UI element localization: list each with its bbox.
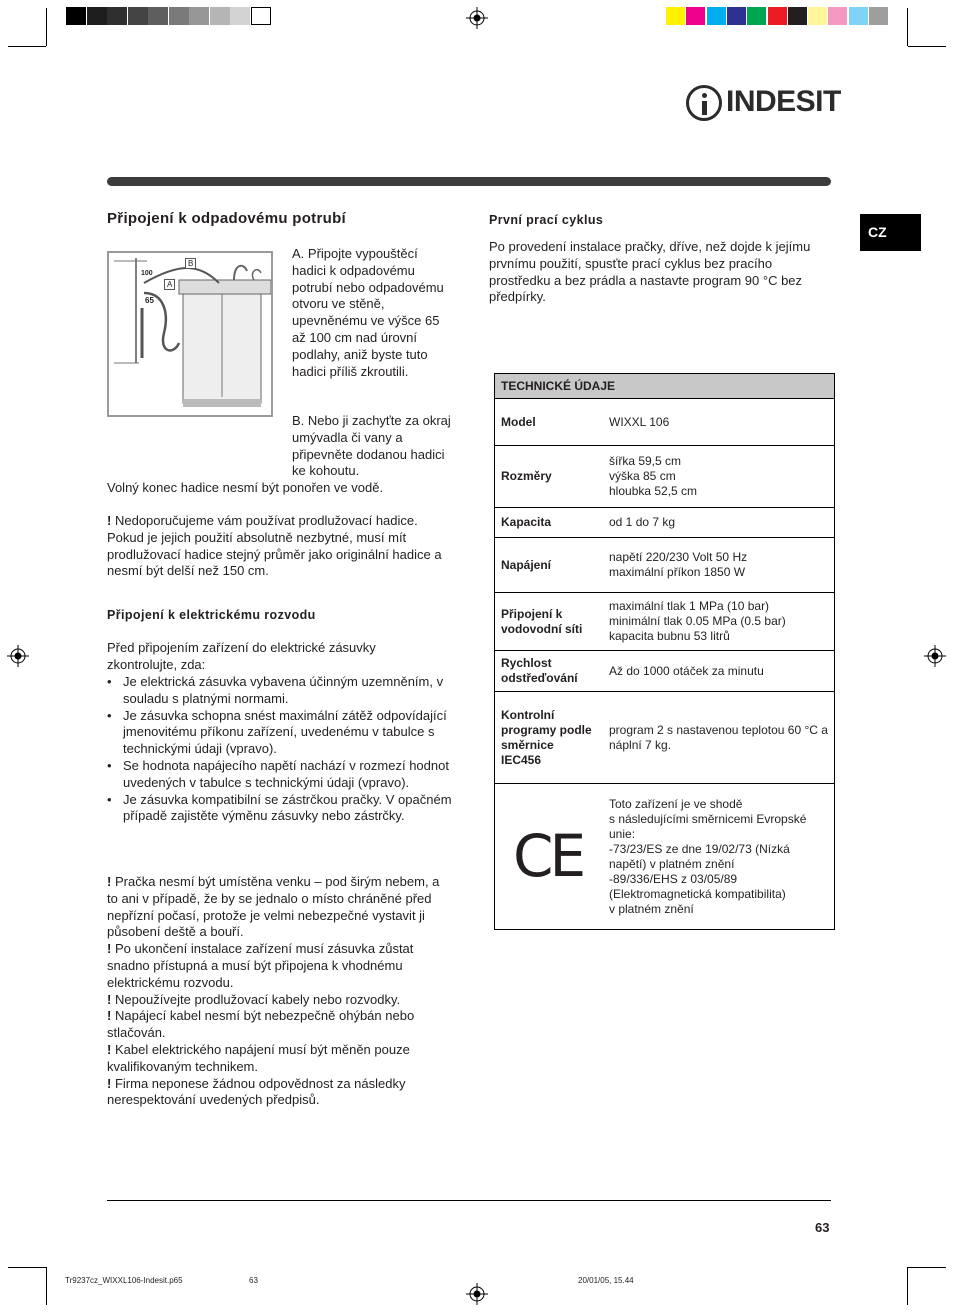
warning-text: Kabel elektrického napájení musí být měněn pouze kvalifikovaným technikem. (107, 1041, 410, 1074)
section-title-electrical: Připojení k elektrickému rozvodu (107, 608, 316, 622)
crop-mark (8, 1267, 46, 1268)
brand-logo (686, 85, 841, 121)
spec-value-line: minimální tlak 0.05 MPa (0.5 bar) (609, 614, 786, 628)
header-rule (107, 177, 831, 186)
paragraph-elec-intro: Před připojením zařízení do elektrické zásuvky zkontrolujte, zda: (107, 640, 376, 672)
ce-mark-cell (495, 784, 604, 930)
slug-file: Tr9237cz_WIXXL106-Indesit.p65 (65, 1276, 183, 1285)
spec-value-line: maximální tlak 1 MPa (10 bar) (609, 599, 770, 613)
checklist-item: • Je elektrická zásuvka vybavena účinným uzemněním, v souladu s platnými normami. (107, 674, 452, 708)
ce-text-line: -89/336/EHS z 03/05/89 (Elektromagnetická kompatibilita) (609, 871, 786, 901)
table-row (495, 446, 835, 508)
checklist-item: • Je zásuvka kompatibilní se zástrčkou pračky. V opačném případě zajistěte výměnu zásuvky nebo zástrčky. (107, 792, 452, 826)
spec-value (603, 399, 835, 446)
gray-swatch (87, 7, 107, 25)
warning-icon: ! (107, 874, 112, 889)
spec-label: Kapacita (495, 508, 604, 538)
warning-icon: ! (107, 1041, 112, 1057)
warning-item (107, 941, 452, 991)
spec-value-line: hloubka 52,5 cm (609, 484, 698, 498)
warning-text: Nedoporučujeme vám používat prodlužovací hadice. Pokud je jejich použití absolutně nezbytné, musí mít prodlužovací hadice stejný průměr jako originální hadice a nesmí být delší než 150 cm. (107, 513, 442, 579)
color-swatch (788, 7, 807, 25)
drain-hose-illustration (107, 251, 273, 417)
spec-value-line: šířka 59,5 cm (609, 454, 682, 468)
spec-label: Rychlost odstřeďování (495, 651, 604, 692)
color-swatch (768, 7, 787, 25)
indesit-logo-icon (686, 85, 722, 121)
spec-value (603, 651, 835, 692)
color-swatch (747, 7, 766, 25)
warning-item (107, 1076, 452, 1110)
paragraph-option-b: B. Nebo ji zachyťte za okraj umývadla či vany a připevněte dodanou hadici ke kohoutu. (292, 413, 451, 479)
gray-swatch (107, 7, 127, 25)
slug-page: 63 (249, 1276, 258, 1285)
color-swatch (869, 7, 888, 25)
registration-mark-icon (7, 645, 29, 667)
paragraph-option-a: A. Připojte vypouštěcí hadici k odpadovému potrubí nebo odpadovému otvoru ve stěně, upevněnému ve výšce 65 až 100 cm nad úrovní podlahy, aniž byste tuto hadici příliš zkroutili. (292, 246, 444, 379)
table-row (495, 651, 835, 692)
warning-item (107, 1008, 452, 1042)
paragraph-free-end: Volný konec hadice nesmí být ponořen ve vodě. (107, 480, 384, 495)
registration-mark-icon (466, 7, 488, 29)
section-title-first-cycle: První prací cyklus (489, 213, 604, 227)
warning-icon: ! (107, 1008, 112, 1024)
ce-text-line: v platném znění (609, 901, 694, 916)
gray-swatch (148, 7, 168, 25)
table-header: TECHNICKÉ ÚDAJE (495, 374, 835, 399)
ce-declaration (603, 784, 835, 930)
footer-rule (107, 1200, 831, 1201)
crop-mark (908, 46, 946, 47)
warning-icon: ! (107, 1075, 112, 1091)
ce-row (495, 784, 835, 930)
spec-value-line: Až do 1000 otáček za minutu (609, 663, 764, 678)
ce-mark-icon: CE (513, 822, 583, 890)
brand-name: INDESIT (726, 85, 841, 118)
crop-mark (46, 8, 47, 46)
spec-value (603, 593, 835, 651)
registration-mark-icon (924, 645, 946, 667)
crop-mark (908, 1267, 946, 1268)
spec-value (603, 692, 835, 784)
table-row (495, 692, 835, 784)
spec-label: Napájení (495, 538, 604, 593)
ce-text-line: s následujícími směrnicemi Evropské unie: (609, 811, 807, 841)
warning-icon: ! (107, 513, 112, 528)
spec-value (603, 446, 835, 508)
spec-label: Rozměry (495, 446, 604, 508)
page-number: 63 (815, 1220, 830, 1235)
warning-icon: ! (107, 941, 112, 957)
gray-swatch (128, 7, 148, 25)
drain-diagram-icon (109, 253, 271, 415)
color-swatch (686, 7, 705, 25)
warning-text: Nepoužívejte prodlužovací kabely nebo rozvodky. (114, 991, 401, 1007)
slug-date: 20/01/05, 15.44 (578, 1276, 634, 1285)
spec-value-line: od 1 do 7 kg (609, 515, 676, 529)
gray-swatch (210, 7, 230, 25)
electrical-warnings (107, 874, 452, 1109)
height-mark-100: 100 (141, 270, 153, 277)
spec-value (603, 508, 835, 538)
color-swatch (808, 7, 827, 25)
crop-mark (907, 8, 908, 46)
spec-label: Kontrolní programy podle směrnice IEC456 (495, 692, 604, 784)
color-swatch (828, 7, 847, 25)
electrical-checklist (107, 674, 452, 825)
language-tab: CZ (860, 214, 921, 251)
spec-value-line: maximální příkon 1850 W (609, 565, 746, 579)
spec-value-line: napětí 220/230 Volt 50 Hz (609, 550, 748, 564)
figure-label-a: A (164, 279, 175, 290)
ce-text-line: -73/23/ES ze dne 19/02/73 (Nízká napětí) v platném znění (609, 841, 790, 871)
figure-label-b: B (185, 258, 196, 269)
spec-value (603, 538, 835, 593)
table-row (495, 593, 835, 651)
gray-swatch (66, 7, 86, 25)
warning-extension-hose (107, 513, 452, 580)
registration-mark-icon (466, 1283, 488, 1305)
spec-label: Model (495, 399, 604, 446)
table-row (495, 508, 835, 538)
spec-label: Připojení k vodovodní síti (495, 593, 604, 651)
section-title-drain: Připojení k odpadovému potrubí (107, 210, 347, 227)
height-mark-65: 65 (145, 296, 154, 305)
checklist-item: • Je zásuvka schopna snést maximální zátěž odpovídající jmenovitému příkonu zařízení, uvedenému v tabulce s technickými údaji (vpravo). (107, 708, 452, 758)
warning-text: Po ukončení instalace zařízení musí zásuvka zůstat snadno přístupná a musí být připojena k vhodnému elektrickému rozvodu. (107, 941, 414, 990)
color-swatch (707, 7, 726, 25)
color-swatch (666, 7, 685, 25)
technical-data-table (494, 373, 835, 930)
warning-item (107, 1042, 452, 1076)
spec-value-line: kapacita bubnu 53 litrů (609, 629, 730, 643)
crop-mark (8, 46, 46, 47)
crop-mark (46, 1267, 47, 1305)
table-row (495, 538, 835, 593)
color-swatch (727, 7, 746, 25)
spec-value-line: WIXXL 106 (609, 414, 670, 429)
warning-text: Pračka nesmí být umístěna venku – pod širým nebem, a to ani v případě, že by se jednalo o místo chráněné před nepřízní počasí, protože je velmi nebezpečné vystavit ji působení deště a bouří. (107, 874, 440, 940)
spec-value-line: výška 85 cm (609, 469, 676, 483)
gray-swatch (169, 7, 189, 25)
warning-text: Napájecí kabel nesmí být nebezpečně ohýbán nebo stlačován. (107, 1008, 415, 1041)
warning-text: Firma neponese žádnou odpovědnost za následky nerespektování uvedených předpisů. (107, 1075, 406, 1108)
spec-value-line: program 2 s nastavenou teplotou 60 °C a náplní 7 kg. (609, 722, 828, 752)
ce-text-line: Toto zařízení je ve shodě (609, 796, 743, 811)
gray-swatch (251, 7, 271, 25)
paragraph-first-cycle: Po provedení instalace pračky, dříve, než dojde k jejímu prvnímu použití, spusťte prací cyklus bez pracího prostředku a bez prádla a nastavte program 90 °C bez předpírky. (489, 239, 811, 305)
gray-swatch (189, 7, 209, 25)
warning-icon: ! (107, 991, 112, 1007)
gray-swatch (230, 7, 250, 25)
warning-item (107, 874, 452, 941)
crop-mark (907, 1267, 908, 1305)
color-swatch (849, 7, 868, 25)
warning-item (107, 992, 452, 1009)
checklist-item: • Se hodnota napájecího napětí nachází v rozmezí hodnot uvedených v tabulce s technickými údaji (vpravo). (107, 758, 452, 792)
table-row (495, 399, 835, 446)
